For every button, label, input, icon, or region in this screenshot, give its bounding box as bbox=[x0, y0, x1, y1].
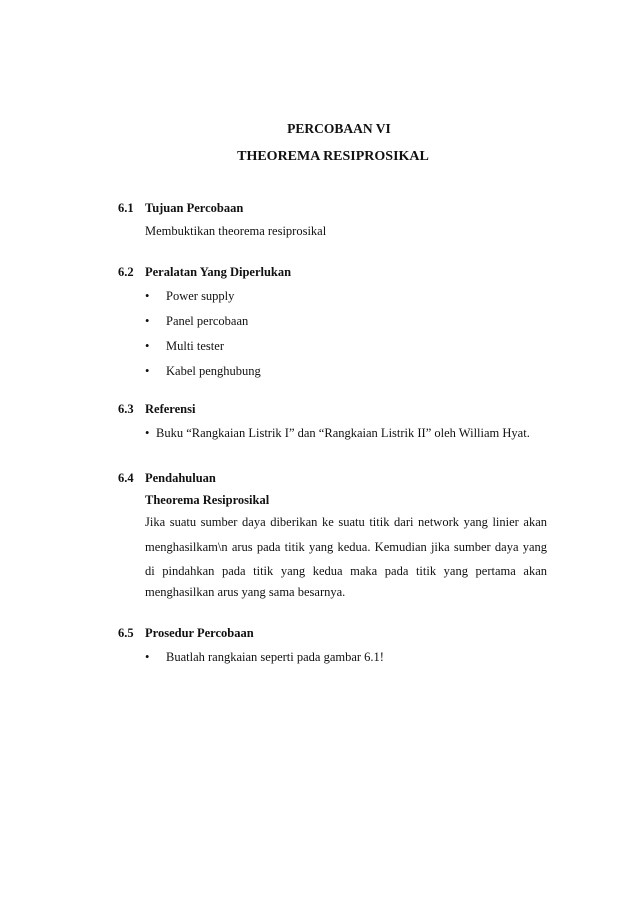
section-title: Peralatan Yang Diperlukan bbox=[145, 265, 292, 279]
bullet-icon: • bbox=[145, 314, 150, 328]
bullet-icon: • bbox=[145, 426, 150, 440]
list-item-text: Buku “Rangkaian Listrik I” dan “Rangkaian Listrik II” oleh William Hyat. bbox=[156, 426, 530, 440]
list-item bbox=[145, 289, 234, 304]
section-number: 6.2 bbox=[118, 265, 134, 279]
list-item bbox=[145, 364, 261, 379]
bullet-icon: • bbox=[145, 364, 150, 378]
section-heading-referensi bbox=[118, 402, 195, 417]
section-number: 6.3 bbox=[118, 402, 134, 416]
section-title: Pendahuluan bbox=[145, 471, 216, 485]
list-item-text: Multi tester bbox=[166, 339, 224, 353]
section-heading-prosedur bbox=[118, 626, 254, 641]
section-heading-tujuan bbox=[118, 201, 243, 216]
document-subtitle: THEOREMA RESIPROSIKAL bbox=[237, 149, 429, 164]
bullet-icon: • bbox=[145, 650, 150, 664]
list-item-text: Kabel penghubung bbox=[166, 364, 261, 378]
section-number: 6.1 bbox=[118, 201, 134, 215]
section-text: Membuktikan theorema resiprosikal bbox=[145, 224, 327, 238]
list-item-text: Power supply bbox=[166, 289, 235, 303]
section-heading-pendahuluan bbox=[118, 471, 216, 486]
paragraph-line: di pindahkan pada titik yang kedua maka pada titik yang pertama akan bbox=[145, 564, 547, 578]
bullet-icon: • bbox=[145, 339, 150, 353]
section-heading-peralatan bbox=[118, 265, 291, 280]
section-title: Prosedur Percobaan bbox=[145, 626, 254, 640]
list-item bbox=[145, 650, 384, 665]
section-title: Referensi bbox=[145, 402, 196, 416]
subsection-title: Theorema Resiprosikal bbox=[145, 493, 270, 507]
section-title: Tujuan Percobaan bbox=[145, 201, 244, 215]
paragraph-line: menghasilkan arus yang sama besarnya. bbox=[145, 585, 346, 599]
document-title: PERCOBAAN VI bbox=[287, 121, 391, 136]
section-number: 6.4 bbox=[118, 471, 134, 485]
list-item-text: Buatlah rangkaian seperti pada gambar 6.1! bbox=[166, 650, 384, 664]
list-item bbox=[145, 314, 248, 329]
list-item bbox=[145, 339, 224, 354]
paragraph-line: menghasilkam\n arus pada titik yang kedua. Kemudian jika sumber daya yang bbox=[145, 540, 547, 554]
section-number: 6.5 bbox=[118, 626, 134, 640]
list-item-text: Panel percobaan bbox=[166, 314, 249, 328]
list-item bbox=[145, 426, 530, 441]
bullet-icon: • bbox=[145, 289, 150, 303]
paragraph-line: Jika suatu sumber daya diberikan ke suatu titik dari network yang linier akan bbox=[145, 515, 547, 529]
